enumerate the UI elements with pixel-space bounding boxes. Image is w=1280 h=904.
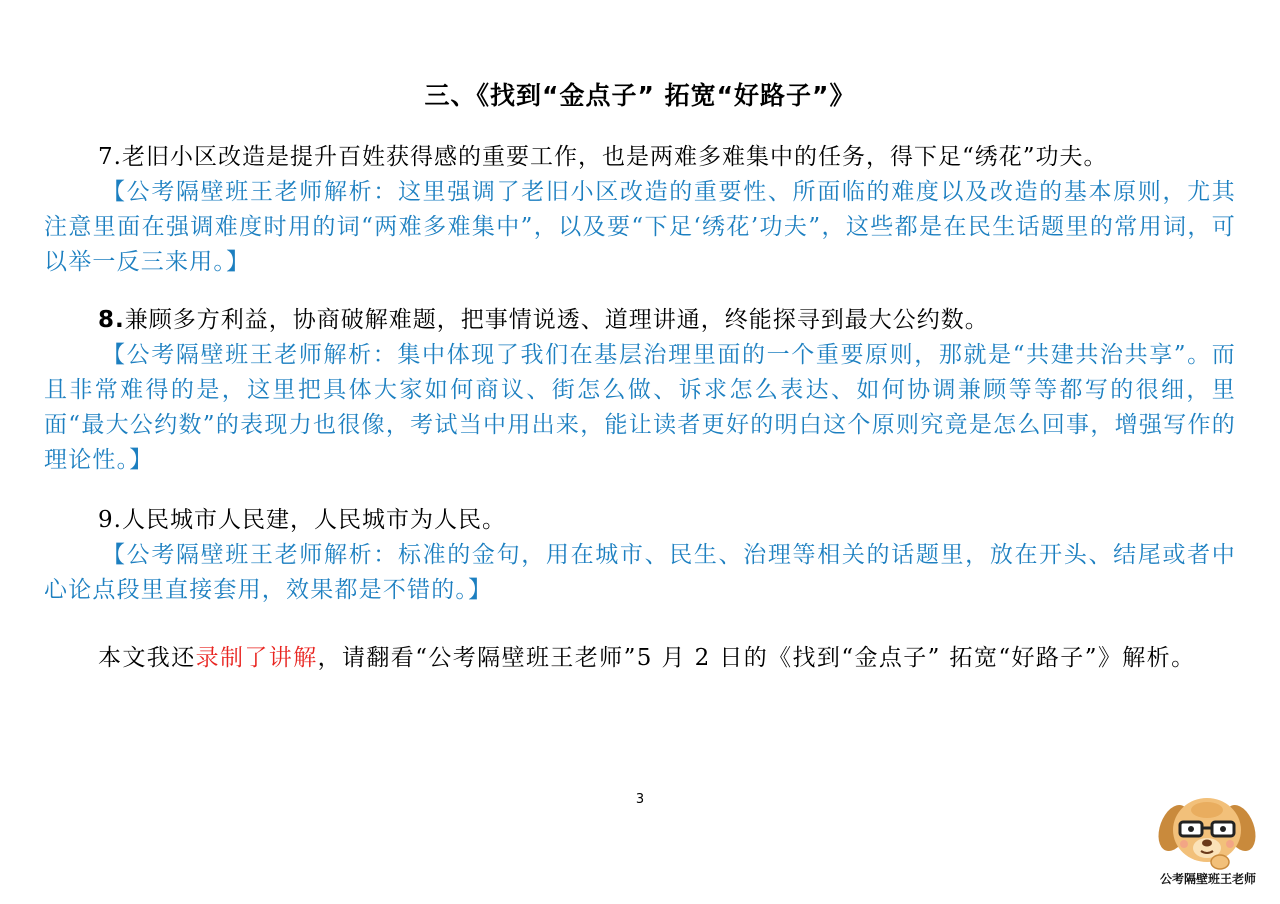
item-9: [44, 503, 1236, 608]
closing-after: ，请翻看“公考隔壁班王老师”5 月 2 日的《找到“金点子” 拓宽“好路子”》解析。: [317, 645, 1196, 671]
item-analysis: 【公考隔壁班王老师解析：标准的金句，用在城市、民生、治理等相关的话题里，放在开头、结尾或者中心论点段里直接套用，效果都是不错的。】: [44, 542, 1236, 603]
item-analysis: 【公考隔壁班王老师解析：集中体现了我们在基层治理里面的一个重要原则，那就是“共建共治共享”。而且非常难得的是，这里把具体大家如何商议、街怎么做、诉求怎么表达、如何协调兼顾等等都写的很细，里面“最大公约数”的表现力也很像，考试当中用出来，能让读者更好的明白这个原则究竟是怎么回事，增强写作的理论性。】: [44, 342, 1236, 473]
mascot-caption: 公考隔壁班王老师: [1159, 872, 1256, 886]
item-statement: [44, 303, 1236, 338]
item-number: 9.: [98, 507, 122, 533]
item-statement-text: 人民城市人民建，人民城市为人民。: [121, 507, 506, 533]
item-7: [44, 140, 1236, 280]
item-statement: [44, 503, 1236, 538]
item-number: 7.: [98, 144, 122, 170]
section-title: 三、《找到“金点子” 拓宽“好路子”》: [424, 81, 856, 110]
closing-text: [44, 641, 1236, 676]
page-number: 3: [635, 792, 645, 807]
item-8: [44, 303, 1236, 478]
closing-paragraph: [44, 641, 1236, 676]
item-statement: [44, 140, 1236, 175]
item-statement-text: 老旧小区改造是提升百姓获得感的重要工作，也是两难多难集中的任务，得下足“绣花”功夫。: [121, 144, 1108, 170]
closing-highlight: 录制了讲解: [195, 645, 318, 671]
closing-before: 本文我还: [98, 645, 196, 671]
item-statement-text: 兼顾多方利益，协商破解难题，把事情说透、道理讲通，终能探寻到最大公约数。: [124, 307, 989, 333]
item-number: 8.: [98, 307, 125, 333]
item-analysis: 【公考隔壁班王老师解析：这里强调了老旧小区改造的重要性、所面临的难度以及改造的基本原则，尤其注意里面在强调难度时用的词“两难多难集中”，以及要“下足‘绣花’功夫”，这些都是在民生话题里的常用词，可以举一反三来用。】: [44, 179, 1236, 275]
